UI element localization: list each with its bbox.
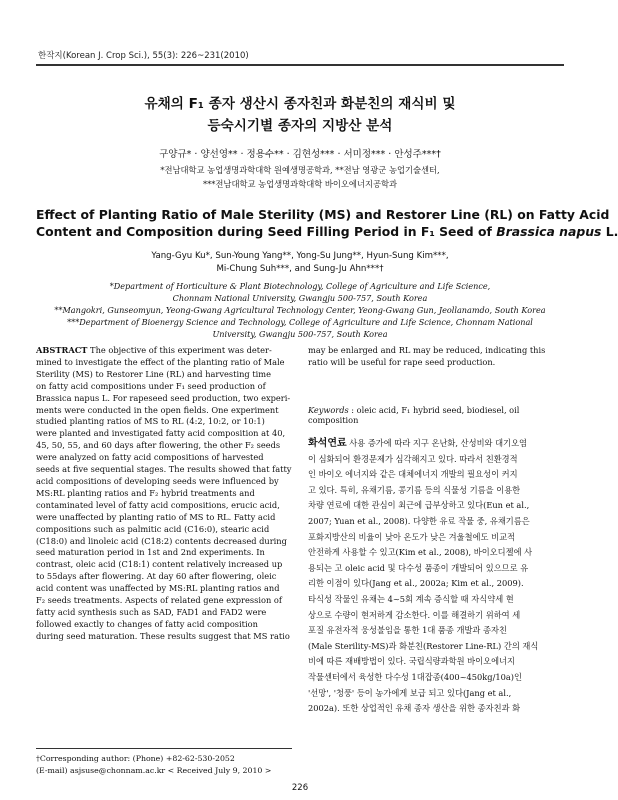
abstract-line: compositions such as palmitic acid (C16:0), stearic acid <box>36 523 270 534</box>
intro-line: 이 심화되어 환경문제가 심각해지고 있다. 따라서 친환경적 <box>308 453 518 464</box>
abstract-line: mined to investigate the effect of the planting ratio of Male <box>36 356 285 367</box>
abstract-line: contrast, oleic acid (C18:1) content relatively increased up <box>36 559 283 570</box>
species-name: Brassica napus <box>496 224 602 239</box>
english-title-line-2 <box>36 224 618 240</box>
abstract-line: acid compositions of developing seeds were influenced by <box>36 475 279 486</box>
intro-line: 화석연료 사용 증가에 따라 지구 온난화, 산성비와 대기오염 <box>308 438 528 449</box>
intro-line: 타식성 작물인 유채는 4~5회 계속 증식할 때 자식약세 현 <box>308 593 514 604</box>
english-title-suffix: L. <box>601 224 618 239</box>
intro-line: 2007; Yuan et al., 2008). 다양한 유료 작물 중, 유채기름은 <box>308 515 530 526</box>
english-title-text: Content and Composition during Seed Filling Period in F₁ Seed of <box>36 224 497 239</box>
abstract-line: contaminated level of fatty acid compositions, erucic acid, <box>36 499 280 510</box>
english-affiliation-line: **Mangokri, Gunseomyun, Yeong-Gwang Agricultural Technology Center, Yeong-Gwang Gun, Jeollanamdo, South Korea <box>54 305 546 315</box>
abstract-line: ABSTRACT The objective of this experiment was deter- <box>36 345 272 355</box>
abstract-line: seed maturation period in 1st and 2nd experiments. In <box>36 547 265 558</box>
korean-title-line-2: 등숙시기별 종자의 지방산 분석 <box>207 118 393 134</box>
english-affiliation-line: Chonnam National University, Gwangju 500-757, South Korea <box>172 293 428 303</box>
intro-line: '선망', '청풍' 등이 농가에게 보급 되고 있다(Jang et al., <box>308 687 512 698</box>
intro-line: 2002a). 또한 상업적인 유채 종자 생산을 위한 종자친과 화 <box>308 703 521 714</box>
abstract-line: MS:RL planting ratios and F₂ hybrid treatments and <box>36 487 255 498</box>
korean-title-line-1: 유채의 F₁ 종자 생산시 종자친과 화분친의 재식비 및 <box>144 96 456 112</box>
english-authors-line-2: Mi-Chung Suh***, and Sung-Ju Ahn***† <box>216 264 384 274</box>
abstract-label: ABSTRACT <box>36 345 88 355</box>
abstract-column <box>36 345 292 643</box>
abstract-line: Brassica napus L. For rapeseed seed production, two experi- <box>36 392 291 403</box>
footnote-rule <box>36 748 292 749</box>
intro-line: 포화지방산의 비율이 낮아 온도가 낮은 겨울철에도 비교적 <box>308 531 516 542</box>
abstract-line: ments were conducted in the open fields. One experiment <box>36 404 279 415</box>
keywords <box>308 405 564 425</box>
korean-affiliation-line-1: *전남대학교 농업생명과학대학 원예생명공학과, **전남 영광군 농업기술센터, <box>160 165 440 175</box>
intro-line: 비에 따른 재배방법이 있다. 국립식량과학원 바이오에너지 <box>308 656 516 667</box>
abstract-line: to 55days after flowering. At day 60 after flowering, oleic <box>36 571 277 582</box>
introduction-body <box>308 436 564 717</box>
abstract-line: acid content was unaffected by MS:RL planting ratios and <box>36 583 280 594</box>
abstract-line: seeds at five sequential stages. The results showed that fatty <box>36 464 292 475</box>
abstract-continuation <box>308 345 564 369</box>
intro-line: 안전하게 사용할 수 있고(Kim et al., 2008), 바이오디젤에 사 <box>308 547 533 558</box>
intro-line: 인 바이오 에너지와 같은 대체에너지 개발의 필요성이 커지 <box>308 469 518 480</box>
korean-affiliation-line-2: ***전남대학교 농업생명과학대학 바이오에너지공학과 <box>202 179 398 189</box>
intro-line: 리한 이점이 있다(Jang et al., 2002a; Kim et al., 2009). <box>308 578 524 589</box>
english-affiliation-line: *Department of Horticulture & Plant Biotechnology, College of Agriculture and Life Science, <box>109 281 491 291</box>
abstract-line: 45, 50, 55, and 60 days after flowering, the other F₂ seeds <box>36 440 281 451</box>
journal-reference: 한작지(Korean J. Crop Sci.), 55(3): 226~231(2010) <box>38 51 249 61</box>
header-rule <box>36 64 564 66</box>
abstract-line: followed exactly to changes of fatty acid composition <box>36 618 258 629</box>
intro-line: 포질 유전자적 웅성불임을 통한 1대 품종 개발과 종자친 <box>308 625 507 636</box>
english-title-line-1: Effect of Planting Ratio of Male Sterility (MS) and Restorer Line (RL) on Fatty Acid <box>36 207 610 222</box>
abstract-line: were planted and investigated fatty acid composition at 40, <box>36 428 286 439</box>
email-received-footnote: (E-mail) asjsuse@chonnam.ac.kr < Received July 9, 2010 > <box>36 766 272 775</box>
abstract-line: on fatty acid compositions under F₁ seed production of <box>36 380 266 391</box>
keywords-text: : oleic acid, F₁ hybrid seed, biodiesel, oil composition <box>308 405 520 425</box>
abstract-line: may be enlarged and RL may be reduced, indicating this <box>308 345 546 355</box>
abstract-line: during seed maturation. These results suggest that MS ratio <box>36 630 290 641</box>
english-authors-line-1: Yang-Gyu Ku*, Sun-Young Yang**, Yong-Su Jung**, Hyun-Sung Kim***, <box>151 251 449 261</box>
intro-line: 용되는 고 oleic acid 및 다수성 품종이 개발되어 있으므로 유 <box>308 562 529 573</box>
abstract-line: were unaffected by planting ratio of MS to RL. Fatty acid <box>36 511 276 522</box>
abstract-line: Sterility (MS) to Restorer Line (RL) and harvesting time <box>36 368 271 379</box>
intro-line: 작물센터에서 육성한 다수성 1대잡종(400~450kg/10a)인 <box>308 671 522 682</box>
intro-line: 차량 연료에 대한 관심이 최근에 급부상하고 있다(Eun et al., <box>308 500 530 511</box>
korean-authors: 구양규* · 양선영** · 정용수** · 김현성*** · 서미정*** · 안성주***† <box>159 149 441 160</box>
page-number: 226 <box>291 783 309 793</box>
intro-line: (Male Sterility-MS)과 화분친(Restorer Line-RL) 간의 재식 <box>308 640 539 651</box>
english-affiliation-line: University, Gwangju 500-757, South Korea <box>212 329 388 339</box>
abstract-line: studied planting ratios of MS to RL (4:2, 10:2, or 10:1) <box>36 416 265 427</box>
abstract-line: ratio will be useful for rape seed production. <box>308 356 496 367</box>
intro-heading: 화석연료 <box>308 438 347 449</box>
abstract-line: (C18:0) and linoleic acid (C18:2) contents decreased during <box>36 535 287 546</box>
corresponding-author-footnote: †Corresponding author: (Phone) +82-62-530-2052 <box>36 754 235 763</box>
intro-line: 상으로 수량이 현저하게 감소한다. 이를 해결하기 위하여 세 <box>308 609 521 620</box>
abstract-line: fatty acid synthesis such as SAD, FAD1 and FAD2 were <box>36 606 267 617</box>
abstract-line: were analyzed on fatty acid compositions of harvested <box>36 452 264 463</box>
abstract-line: F₂ seeds treatments. Aspects of related gene expression of <box>36 595 282 606</box>
intro-line: 고 있다. 특히, 유채기름, 콩기름 등의 식물성 기름을 이용한 <box>308 484 521 495</box>
english-affiliation-line: ***Department of Bioenergy Science and Technology, College of Agriculture and Life Science, Chonnam National <box>67 317 533 327</box>
keywords-label: Keywords <box>308 405 349 415</box>
